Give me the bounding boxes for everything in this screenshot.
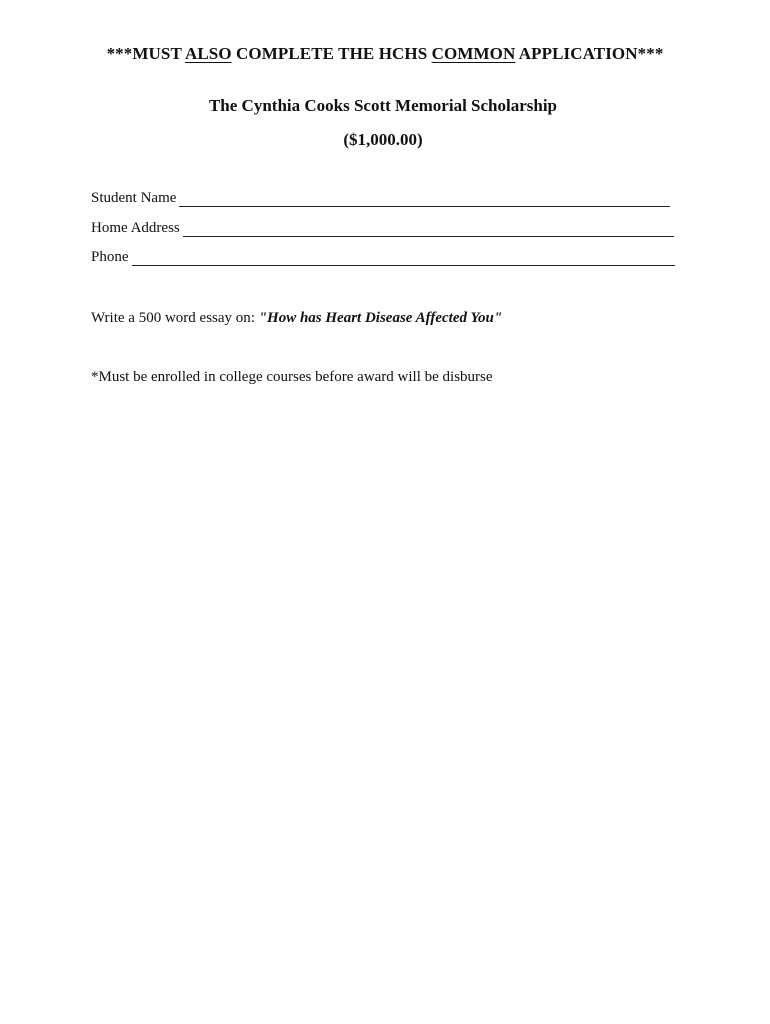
phone-blank-line[interactable] xyxy=(132,253,675,266)
home-address-blank-line[interactable] xyxy=(183,224,674,237)
enrollment-note: *Must be enrolled in college courses before award will be disburse xyxy=(91,369,493,385)
scholarship-amount: ($1,000.00) xyxy=(343,130,423,149)
phone-label: Phone xyxy=(91,249,129,265)
notice-text-start: ***MUST xyxy=(106,44,185,63)
student-name-blank-line[interactable] xyxy=(179,194,670,207)
notice-text-middle: COMPLETE THE HCHS xyxy=(231,44,432,63)
essay-prefix: Write a 500 word essay on: xyxy=(91,310,259,326)
notice-common-underlined: COMMON xyxy=(431,44,516,63)
common-application-notice xyxy=(0,44,770,64)
notice-text-end: APPLICATION*** xyxy=(515,44,664,63)
essay-topic: "How has Heart Disease Affected You" xyxy=(258,310,503,326)
notice-also-underlined: ALSO xyxy=(184,44,232,63)
scholarship-title: The Cynthia Cooks Scott Memorial Scholarship xyxy=(208,96,558,115)
home-address-field[interactable] xyxy=(91,220,674,237)
essay-instruction xyxy=(91,310,502,327)
student-name-field[interactable] xyxy=(91,190,670,207)
student-name-label: Student Name xyxy=(91,190,177,206)
phone-field[interactable] xyxy=(91,249,675,266)
home-address-label: Home Address xyxy=(91,220,180,236)
